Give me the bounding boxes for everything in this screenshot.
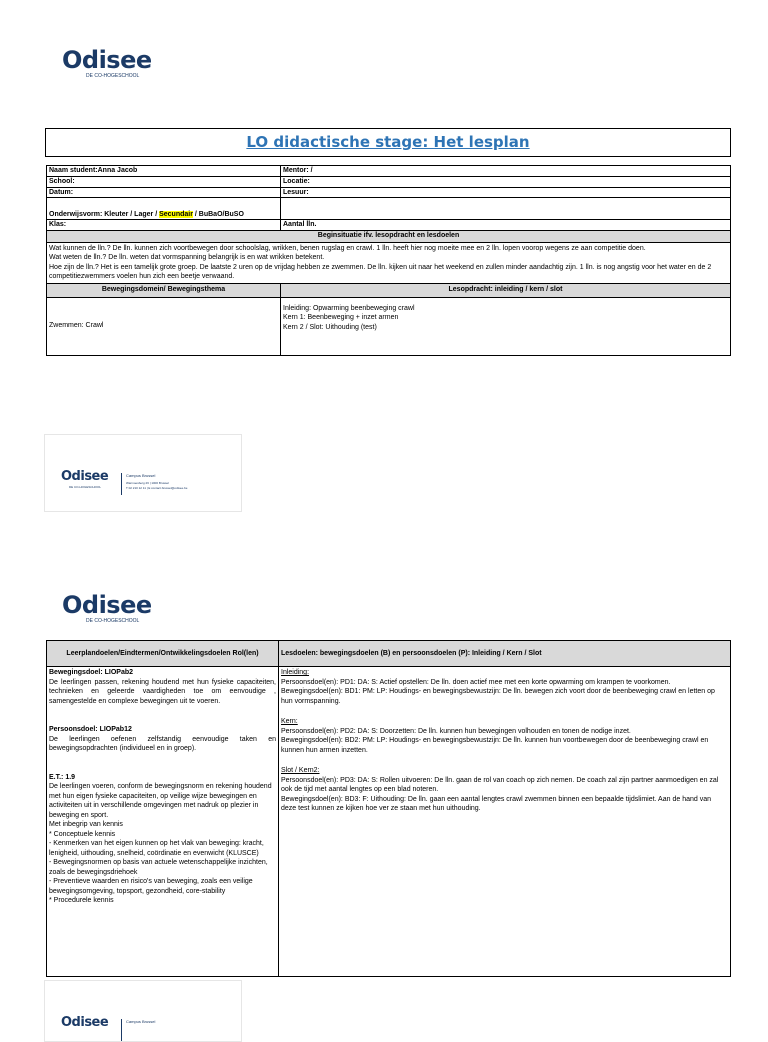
beginsituatie-line: Wat kunnen de lln.? De lln. kunnen zich voortbewegen door schoolslag, wrikken, benen rugslag en crawl. 1 lln. heeft hier nog moeite mee en 2 lln. lopen voorop wegens ze aan competitie doen. bbox=[49, 244, 646, 252]
table-row bbox=[47, 198, 731, 220]
beginsituatie-line: Hoe zijn de lln.? Het is een tamelijk grote groep. De laatste 2 uren op de vrijdag hebben ze zwemmen. De lln. kijken uit naar het weekend en zullen minder aandachtig zijn. 1 lln. is nog angstig voor het water en de 2 competitiezwemmers voelen hun zich een beetje verwaand. bbox=[49, 263, 712, 280]
kern-title: Kern: bbox=[281, 718, 298, 725]
lesopdracht-line: Kern 1: Beenbeweging + inzet armen bbox=[283, 314, 399, 321]
inleiding-line: Bewegingsdoel(en): BD1: PM: LP: Houdings- en bewegingsbewustzijn: De lln. bewegen zich voort door de beenbeweging crawl en letten op hun vormspanning. bbox=[281, 688, 715, 705]
bewegingsdoel-text: De leerlingen passen, rekening houdend met hun fysieke capaciteiten, technieken en geleerde vaardigheden toe om eenvoudige , samengestelde en complexe bewegingen uit te voeren. bbox=[49, 678, 276, 705]
card-text bbox=[126, 1019, 236, 1024]
beginsituatie-text bbox=[47, 242, 731, 283]
lesdoelen-header: Lesdoelen: bewegingsdoelen (B) en persoonsdoelen (P): Inleiding / Kern / Slot bbox=[279, 641, 731, 667]
lesplan-info-table bbox=[46, 165, 731, 356]
table-row bbox=[47, 230, 731, 242]
lesopdracht-line: Inleiding: Opwarming beenbeweging crawl bbox=[283, 304, 415, 312]
lesuur: Lesuur: bbox=[281, 187, 731, 198]
doelen-table bbox=[46, 640, 731, 977]
lesdoelen-content bbox=[279, 667, 731, 977]
slot-line: Bewegingsdoel(en): BD3: F: Uithouding: De lln. gaan een aantal lengtes crawl zwemmen binnen een bepaalde tijdslimiet. Aan de hand van deze test kunnen ze kijken hoe ver ze staan met hun uithouding. bbox=[281, 795, 711, 812]
leerplandoelen-content bbox=[47, 667, 279, 977]
business-card bbox=[44, 434, 242, 512]
beginsituatie-line: Wat weten de lln.? De lln. weten dat vormspanning belangrijk is en wat wrikken betekent. bbox=[49, 254, 325, 261]
onderwijsvorm-rest: / BuBaO/BuSO bbox=[192, 210, 244, 218]
table-row bbox=[47, 641, 731, 667]
table-row bbox=[47, 220, 731, 231]
logo-wordmark: Odisee bbox=[62, 46, 152, 74]
logo-wordmark: Odisee bbox=[62, 591, 152, 619]
bewegingsdomein-header: Bewegingsdomein/ Bewegingsthema bbox=[47, 283, 281, 297]
logo-subtitle: DE CO-HOGESCHOOL bbox=[86, 73, 140, 79]
onderwijsvorm bbox=[47, 198, 281, 220]
table-row bbox=[47, 667, 731, 977]
table-row bbox=[47, 242, 731, 283]
locatie: Locatie: bbox=[281, 177, 731, 188]
logo-subtitle: DE CO-HOGESCHOOL bbox=[86, 618, 140, 624]
eindterm-line: De leerlingen voeren, conform de bewegingsnorm en rekening houdend met hun eigen fysieke capaciteiten, op veilige wijze bewegingen en activiteiten uit in verschillende omgevingen met nadruk op plezier in beweging en sport. bbox=[49, 783, 272, 819]
odisee-logo bbox=[62, 592, 152, 624]
table-row bbox=[47, 283, 731, 297]
odisee-logo bbox=[62, 47, 152, 79]
eindterm-line: - Kenmerken van het eigen kunnen op het vlak van beweging: kracht, lenigheid, uithouding, snelheid, coördinatie en evenwicht (KLUSCE) bbox=[49, 840, 264, 857]
aantal-lln: Aantal lln. bbox=[281, 220, 731, 231]
eindterm-line: - Bewegingsnormen op basis van actuele wetenschappelijke inzichten, zoals de bewegingsdriehoek bbox=[49, 859, 268, 876]
card-campus: Campus Brussel bbox=[126, 473, 156, 478]
card-logo-subtitle: DE CO-HOGESCHOOL bbox=[69, 485, 102, 489]
eindterm-line: - Preventieve waarden en risico's van beweging, zoals een veilige bewegingsomgeving, topsport, gezondheid, core-stability bbox=[49, 878, 253, 895]
school: School: bbox=[47, 177, 281, 188]
lesopdracht-header: Lesopdracht: inleiding / kern / slot bbox=[281, 283, 731, 297]
onderwijsvorm-label: Onderwijsvorm: Kleuter / Lager / bbox=[49, 210, 160, 218]
eindterm-title: E.T.: 1.9 bbox=[49, 773, 76, 781]
kern-line: Bewegingsdoel(en): BD2: PM: LP: Houdings- en bewegingsbewustzijn: De lln. kunnen hun voortbewegen door de beenbeweging crawl en kunnen hun armen inzetten. bbox=[281, 737, 709, 754]
lesopdracht-line: Kern 2 / Slot: Uithouding (test) bbox=[283, 323, 377, 331]
eindterm-line: * Conceptuele kennis bbox=[49, 830, 116, 838]
card-logo-wordmark: Odisee bbox=[61, 469, 109, 484]
datum: Datum: bbox=[47, 187, 281, 198]
bewegingsdoel-title: Bewegingsdoel: LIOPab2 bbox=[49, 669, 134, 676]
card-contact: T 02 210 12 11 | E contact.brussel@odisee.be bbox=[126, 486, 188, 490]
document-title: LO didactische stage: Het lesplan bbox=[246, 133, 530, 151]
kern-line: Persoonsdoel(en): PD2: DA: S: Doorzetten: De lln. kunnen hun bewegingen volhouden en tonen de nodige inzet. bbox=[281, 727, 631, 735]
eindterm-line: * Procedurele kennis bbox=[49, 897, 114, 904]
card-campus: Campus Brussel bbox=[126, 1019, 156, 1024]
persoonsdoel-title: Persoonsdoel: LIOPab12 bbox=[49, 726, 132, 733]
slot-line: Persoonsdoel(en): PD3: DA: S: Rollen uitvoeren: De lln. gaan de rol van coach op zich nemen. De coach zal zijn partner aanmoedigen en zal ook de tijd met aantal lengtes op een blad noteren. bbox=[281, 776, 719, 793]
inleiding-line: Persoonsdoel(en): PD1: DA: S: Actief opstellen: De lln. doen actief mee met een korte opwarming om krampen te voorkomen. bbox=[281, 678, 671, 686]
student-name: Naam student:Anna Jacob bbox=[47, 166, 281, 177]
leerplandoelen-header: Leerplandoelen/Eindtermen/Ontwikkelingsdoelen Rol(len) bbox=[47, 641, 279, 667]
card-divider bbox=[121, 1019, 122, 1041]
bewegingsthema: Zwemmen: Crawl bbox=[47, 297, 281, 355]
lesopdracht bbox=[281, 297, 731, 355]
card-logo-wordmark: Odisee bbox=[61, 1015, 109, 1030]
empty-cell bbox=[281, 198, 731, 220]
table-row bbox=[47, 166, 731, 177]
eindterm-line: Met inbegrip van kennis bbox=[49, 821, 123, 828]
inleiding-title: Inleiding: bbox=[281, 669, 310, 676]
table-row bbox=[47, 297, 731, 355]
card-divider bbox=[121, 473, 122, 495]
slot-title: Slot / Kern2: bbox=[281, 767, 320, 774]
document-title-box bbox=[45, 128, 731, 157]
card-address: Warmoesberg 26 | 1000 Brussel bbox=[126, 481, 169, 485]
mentor: Mentor: / bbox=[281, 166, 731, 177]
card-text bbox=[126, 473, 236, 491]
onderwijsvorm-selected: Secundair bbox=[159, 210, 193, 218]
beginsituatie-header: Beginsituatie ifv. lesopdracht en lesdoelen bbox=[47, 230, 731, 242]
table-row bbox=[47, 187, 731, 198]
persoonsdoel-text: De leerlingen oefenen zelfstandig eenvoudige taken en bewegingsopdrachten (individueel en in groep). bbox=[49, 735, 276, 752]
klas: Klas: bbox=[47, 220, 281, 231]
business-card bbox=[44, 980, 242, 1042]
table-row bbox=[47, 177, 731, 188]
